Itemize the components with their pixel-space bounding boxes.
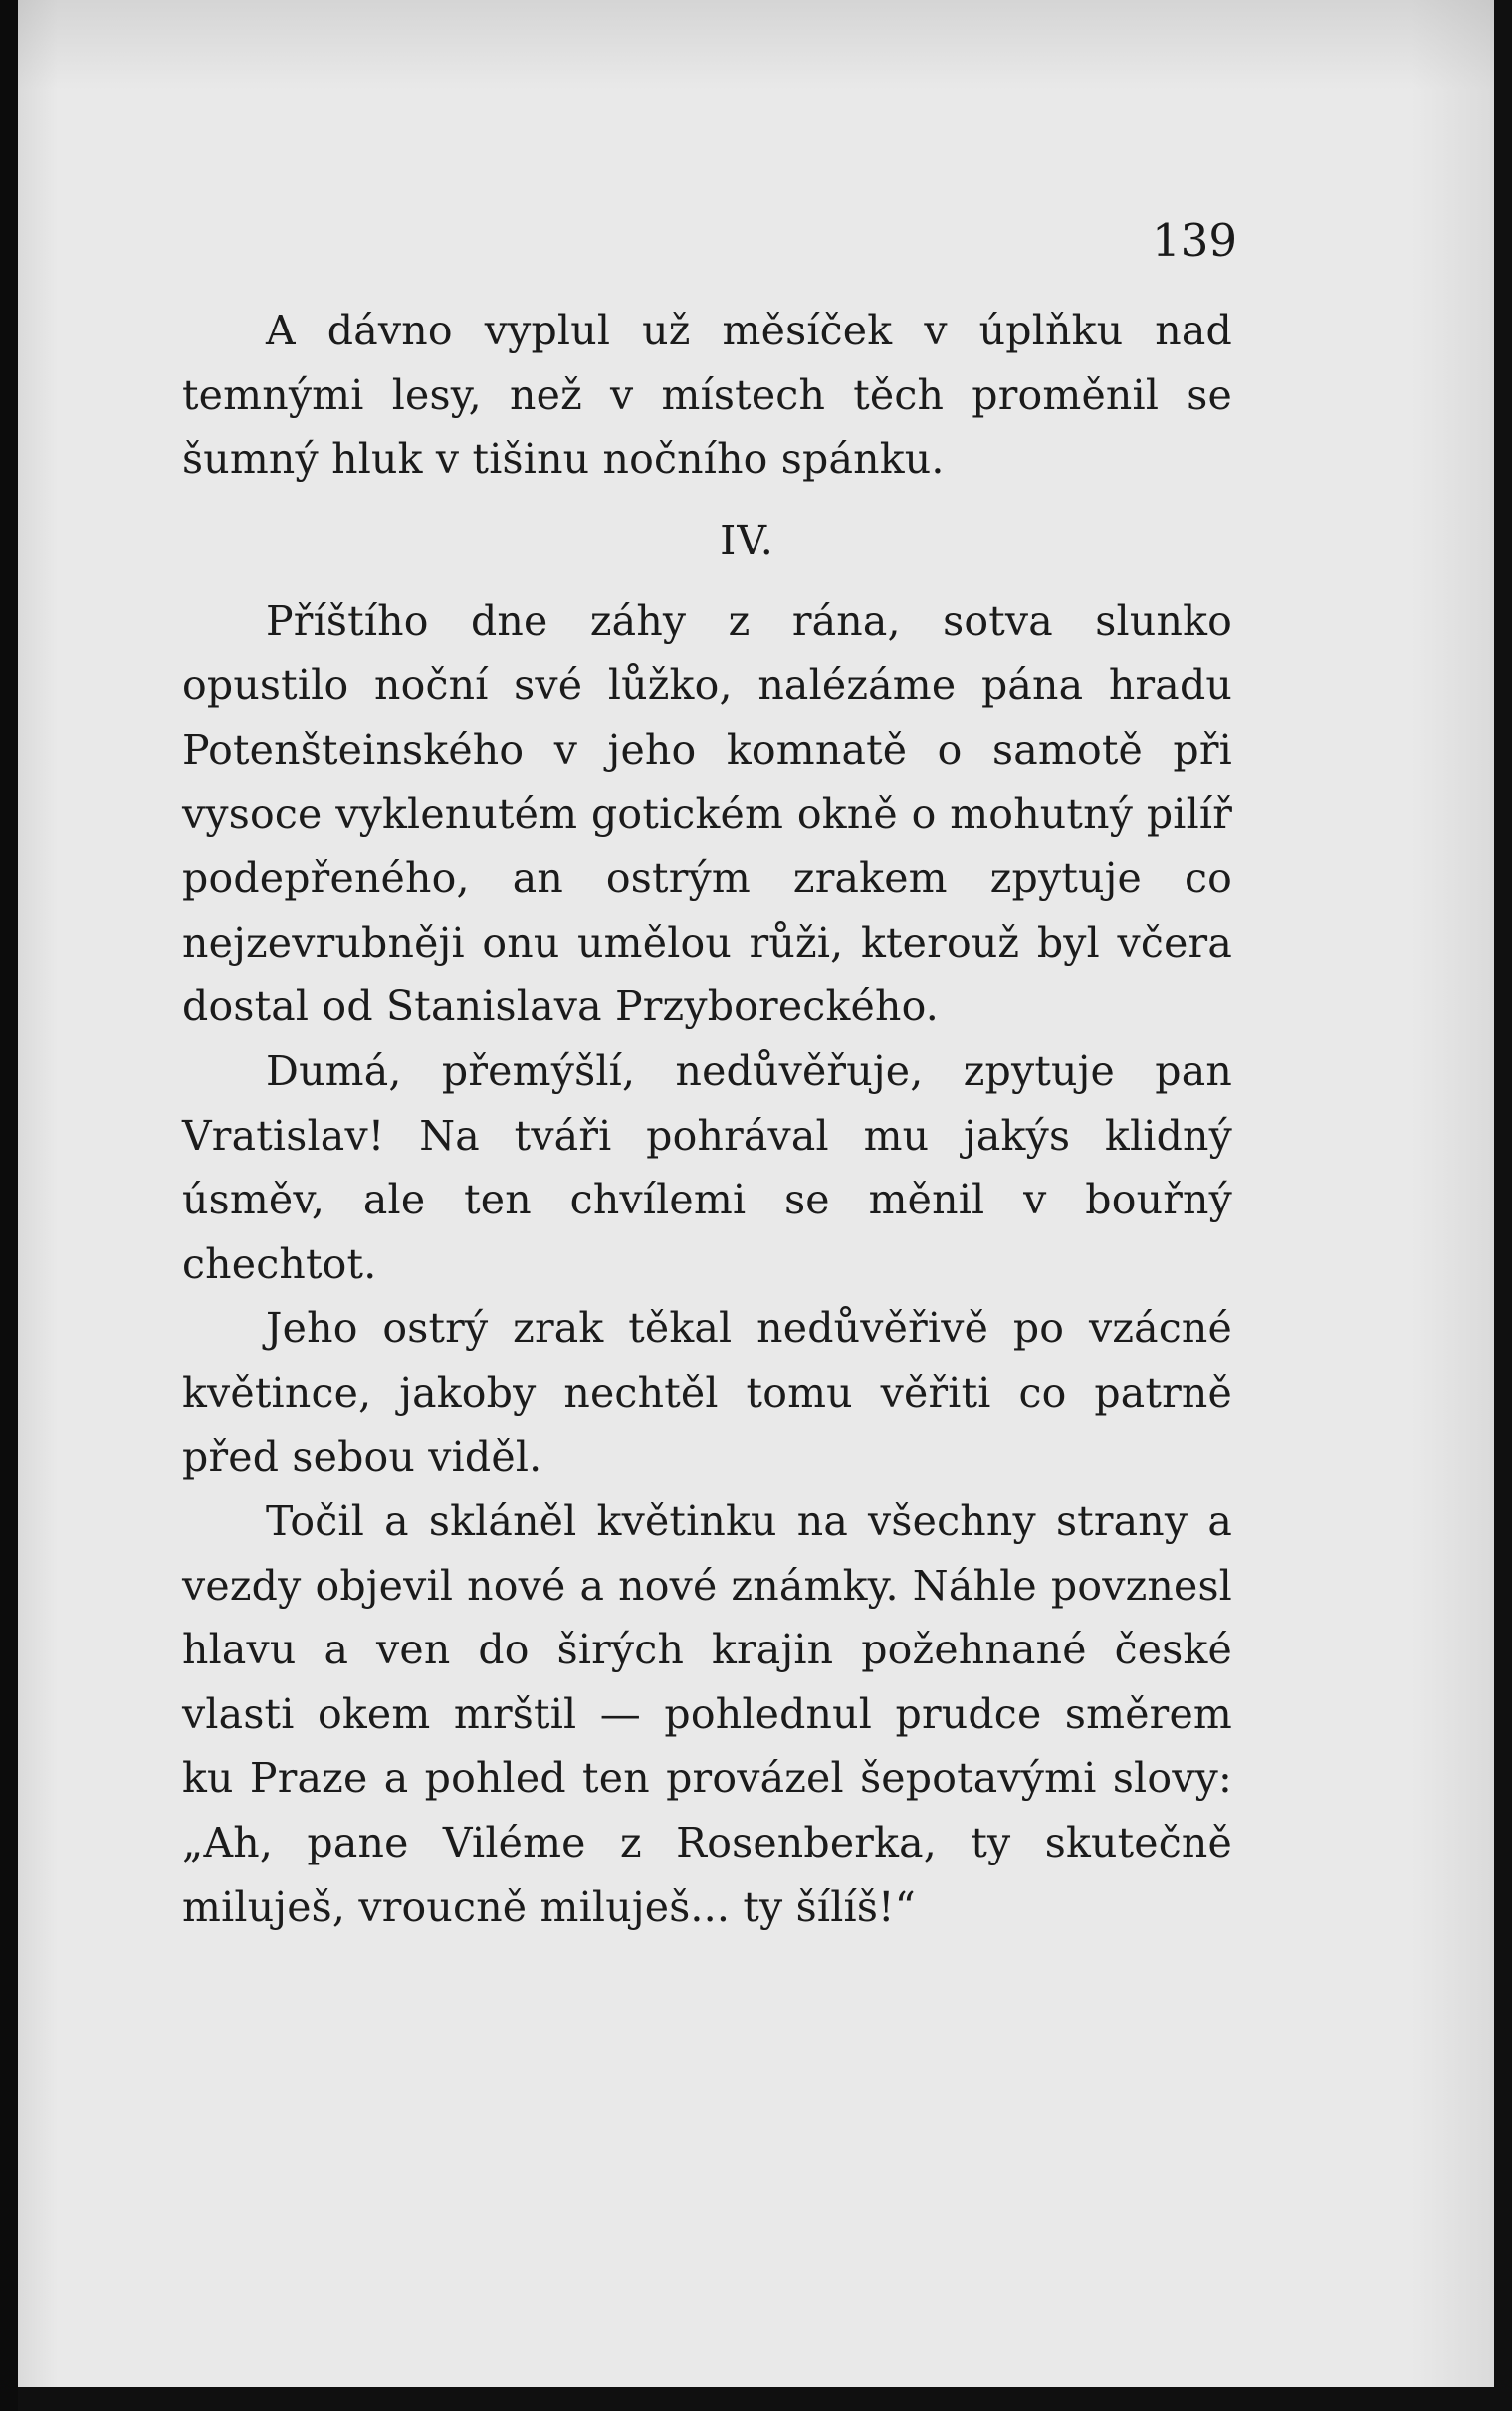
binding-edge — [0, 0, 18, 2411]
intro-paragraph: A dávno vyplul už měsíček v úplňku nad temnými lesy, než v místech těch proměnil se šumný hluk v tišinu nočního spánku. — [182, 307, 1232, 484]
paragraph-1: Příštího dne záhy z rána, sotva slunko opustilo noční své lůžko, nalézáme pána hradu Potenšteinského v jeho komnatě o samotě při vysoce vyklenutém gotickém okně o mohutný pilíř podepřeného, an ostrým zrakem zpytuje co nejzevrubněji onu umělou růži, kterouž byl včera dostal od Stanislava Przyboreckého. — [182, 596, 1232, 1031]
page-number: 139 — [1152, 214, 1237, 267]
page-text — [182, 299, 1232, 1939]
paragraph-3: Jeho ostrý zrak těkal nedůvěřivě po vzácné květince, jakoby nechtěl tomu věřiti co patrně před sebou viděl. — [182, 1304, 1232, 1481]
paragraph-4: Točil a skláněl květinku na všechny strany a vezdy objevil nové a nové známky. Náhle povznesl hlavu a ven do širých krajin požehnané české vlasti okem mrštil — pohlednul prudce směrem ku Praze a pohled ten provázel šepotavými slovy: „Ah, pane Viléme z Rosenberka, ty skutečně miluješ, vroucně miluješ... ty šílíš!“ — [182, 1497, 1232, 1931]
paragraph-2: Dumá, přemýšlí, nedůvěřuje, zpytuje pan Vratislav! Na tváři pohrával mu jakýs klidný úsměv, ale ten chvílemi se měnil v bouřný chechtot. — [182, 1046, 1232, 1288]
book-page — [18, 0, 1494, 2387]
chapter-heading: IV. — [720, 516, 774, 564]
